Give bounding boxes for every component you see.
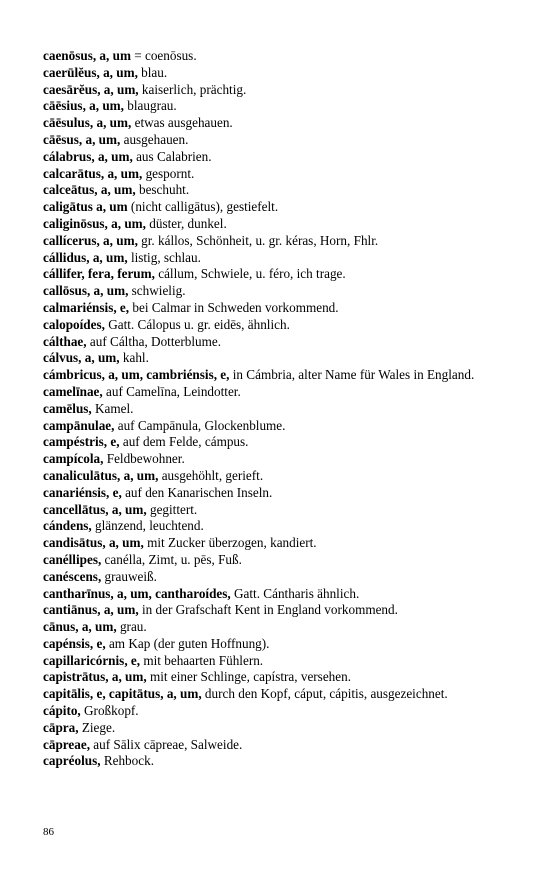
entry-definition: düster, dunkel. (145, 215, 227, 231)
entry-headword: capistrātus, a, um, (43, 669, 147, 685)
dictionary-entry (43, 82, 483, 99)
dictionary-entry (43, 149, 483, 166)
dictionary-entry (43, 65, 483, 82)
dictionary-entry (43, 216, 483, 233)
dictionary-entry (43, 367, 483, 384)
entry-definition: glänzend, leuchtend. (91, 518, 204, 534)
dictionary-entry (43, 300, 483, 317)
dictionary-entry (43, 48, 483, 65)
entry-headword: capréolus, (43, 753, 101, 769)
entry-list (43, 48, 483, 770)
entry-definition: Großkopf. (80, 703, 139, 719)
entry-headword: cállifer, fera, ferum, (43, 266, 155, 282)
entry-definition: Feldbewohner. (103, 451, 185, 467)
entry-definition: canélla, Zimt, u. pēs, Fuß. (101, 551, 242, 567)
entry-headword: cantharīnus, a, um, cantharoídes, (43, 585, 231, 601)
entry-definition: auf den Kanarischen Inseln. (121, 484, 273, 500)
entry-definition: kaiserlich, prächtig. (138, 81, 247, 97)
dictionary-entry (43, 250, 483, 267)
entry-definition: blau. (137, 64, 168, 80)
entry-definition: auf Campānula, Glockenblume. (114, 417, 286, 433)
dictionary-entry (43, 233, 483, 250)
entry-headword: capitālis, e, capitātus, a, um, (43, 686, 202, 702)
entry-definition: blaugrau. (123, 98, 177, 114)
dictionary-entry (43, 468, 483, 485)
entry-definition: kahl. (119, 350, 149, 366)
dictionary-entry (43, 669, 483, 686)
entry-headword: cantiānus, a, um, (43, 602, 139, 618)
entry-headword: camelīnae, (43, 383, 103, 399)
entry-definition: grauweiß. (101, 568, 157, 584)
entry-headword: caligātus a, um (43, 199, 128, 215)
entry-definition: (nicht calligātus), gestiefelt. (127, 199, 279, 215)
entry-definition: in Cámbria, alter Name für Wales in England. (229, 367, 475, 383)
dictionary-entry (43, 434, 483, 451)
entry-headword: cāpreae, (43, 736, 90, 752)
entry-definition: Kamel. (91, 400, 134, 416)
entry-headword: cāēsulus, a, um, (43, 115, 132, 131)
entry-definition: gegittert. (146, 501, 198, 517)
entry-definition: grau. (116, 619, 147, 635)
entry-headword: caenōsus, a, um (43, 48, 131, 63)
dictionary-entry (43, 199, 483, 216)
dictionary-entry (43, 552, 483, 569)
entry-definition: Rehbock. (100, 753, 154, 769)
entry-headword: callōsus, a, um, (43, 283, 129, 299)
entry-definition: schwielig. (128, 283, 186, 299)
entry-headword: canéscens, (43, 568, 102, 584)
entry-definition: beschuht. (135, 182, 190, 198)
entry-headword: capénsis, e, (43, 635, 106, 651)
entry-headword: cámbricus, a, um, cambriénsis, e, (43, 367, 230, 383)
dictionary-entry (43, 535, 483, 552)
entry-definition: durch den Kopf, cáput, cápitis, ausgezeichnet. (201, 686, 448, 702)
entry-definition: Gatt. Cántharis ähnlich. (230, 585, 360, 601)
entry-definition: mit behaarten Fühlern. (140, 652, 264, 668)
entry-headword: canaliculātus, a, um, (43, 467, 159, 483)
dictionary-entry (43, 720, 483, 737)
entry-definition: am Kap (der guten Hoffnung). (105, 635, 270, 651)
entry-definition: bei Calmar in Schweden vorkommend. (129, 299, 339, 315)
entry-definition: mit einer Schlinge, capístra, versehen. (146, 669, 352, 685)
entry-headword: campānulae, (43, 417, 115, 433)
entry-headword: canéllipes, (43, 551, 102, 567)
entry-headword: capillaricórnis, e, (43, 652, 141, 668)
entry-headword: caesārĕus, a, um, (43, 81, 139, 97)
dictionary-entry (43, 350, 483, 367)
dictionary-entry (43, 132, 483, 149)
entry-headword: calopoídes, (43, 316, 105, 332)
entry-headword: cállidus, a, um, (43, 249, 128, 265)
entry-definition: auf Cáltha, Dotterblume. (86, 333, 221, 349)
dictionary-entry (43, 266, 483, 283)
entry-definition: auf Sālix cāpreae, Salweide. (90, 736, 243, 752)
dictionary-entry (43, 317, 483, 334)
entry-definition: aus Calabrien. (132, 148, 212, 164)
entry-definition: auf Camelīna, Leindotter. (102, 383, 241, 399)
dictionary-entry (43, 166, 483, 183)
dictionary-entry (43, 737, 483, 754)
entry-definition: gr. kállos, Schönheit, u. gr. kéras, Horn, Fhlr. (137, 232, 379, 248)
dictionary-entry (43, 686, 483, 703)
entry-headword: campícola, (43, 451, 104, 467)
entry-headword: camēlus, (43, 400, 92, 416)
entry-definition: ausgehöhlt, gerieft. (158, 467, 264, 483)
dictionary-entry (43, 418, 483, 435)
entry-headword: cāpra, (43, 719, 79, 735)
entry-definition: mit Zucker überzogen, kandiert. (143, 535, 317, 551)
dictionary-entry (43, 518, 483, 535)
dictionary-entry (43, 502, 483, 519)
dictionary-entry (43, 115, 483, 132)
dictionary-entry (43, 586, 483, 603)
entry-definition: in der Grafschaft Kent in England vorkommend. (138, 602, 398, 618)
entry-headword: caliginōsus, a, um, (43, 215, 146, 231)
page-number: 86 (43, 826, 54, 838)
entry-headword: calmariénsis, e, (43, 299, 130, 315)
entry-headword: candisātus, a, um, (43, 535, 144, 551)
entry-headword: cálabrus, a, um, (43, 148, 133, 164)
entry-headword: cānus, a, um, (43, 619, 117, 635)
dictionary-entry (43, 384, 483, 401)
entry-definition: etwas ausgehauen. (131, 115, 233, 131)
dictionary-entry (43, 485, 483, 502)
dictionary-entry (43, 182, 483, 199)
entry-definition: gespornt. (142, 165, 195, 181)
entry-headword: calcarātus, a, um, (43, 165, 143, 181)
entry-headword: cándens, (43, 518, 92, 534)
entry-definition: auf dem Felde, cámpus. (119, 434, 249, 450)
entry-headword: cāēsus, a, um, (43, 131, 121, 147)
entry-headword: canariénsis, e, (43, 484, 122, 500)
dictionary-entry (43, 619, 483, 636)
dictionary-entry (43, 334, 483, 351)
entry-definition: listig, schlau. (127, 249, 201, 265)
entry-headword: cancellātus, a, um, (43, 501, 147, 517)
entry-headword: cálthae, (43, 333, 87, 349)
entry-headword: callícerus, a, um, (43, 232, 138, 248)
entry-definition: = coenōsus. (130, 48, 197, 63)
dictionary-entry (43, 401, 483, 418)
dictionary-entry (43, 653, 483, 670)
entry-headword: campéstris, e, (43, 434, 120, 450)
dictionary-entry (43, 98, 483, 115)
dictionary-entry (43, 283, 483, 300)
entry-definition: ausgehauen. (120, 131, 189, 147)
dictionary-entry (43, 602, 483, 619)
entry-headword: calceātus, a, um, (43, 182, 136, 198)
entry-headword: caerūlĕus, a, um, (43, 64, 138, 80)
dictionary-entry (43, 451, 483, 468)
entry-headword: cāēsius, a, um, (43, 98, 124, 114)
entry-headword: cálvus, a, um, (43, 350, 120, 366)
entry-headword: cápito, (43, 703, 81, 719)
dictionary-entry (43, 636, 483, 653)
entry-definition: cállum, Schwiele, u. féro, ich trage. (154, 266, 346, 282)
entry-definition: Gatt. Cálopus u. gr. eidēs, ähnlich. (104, 316, 290, 332)
entry-definition: Ziege. (78, 719, 116, 735)
dictionary-entry (43, 569, 483, 586)
dictionary-entry (43, 753, 483, 770)
dictionary-entry (43, 703, 483, 720)
